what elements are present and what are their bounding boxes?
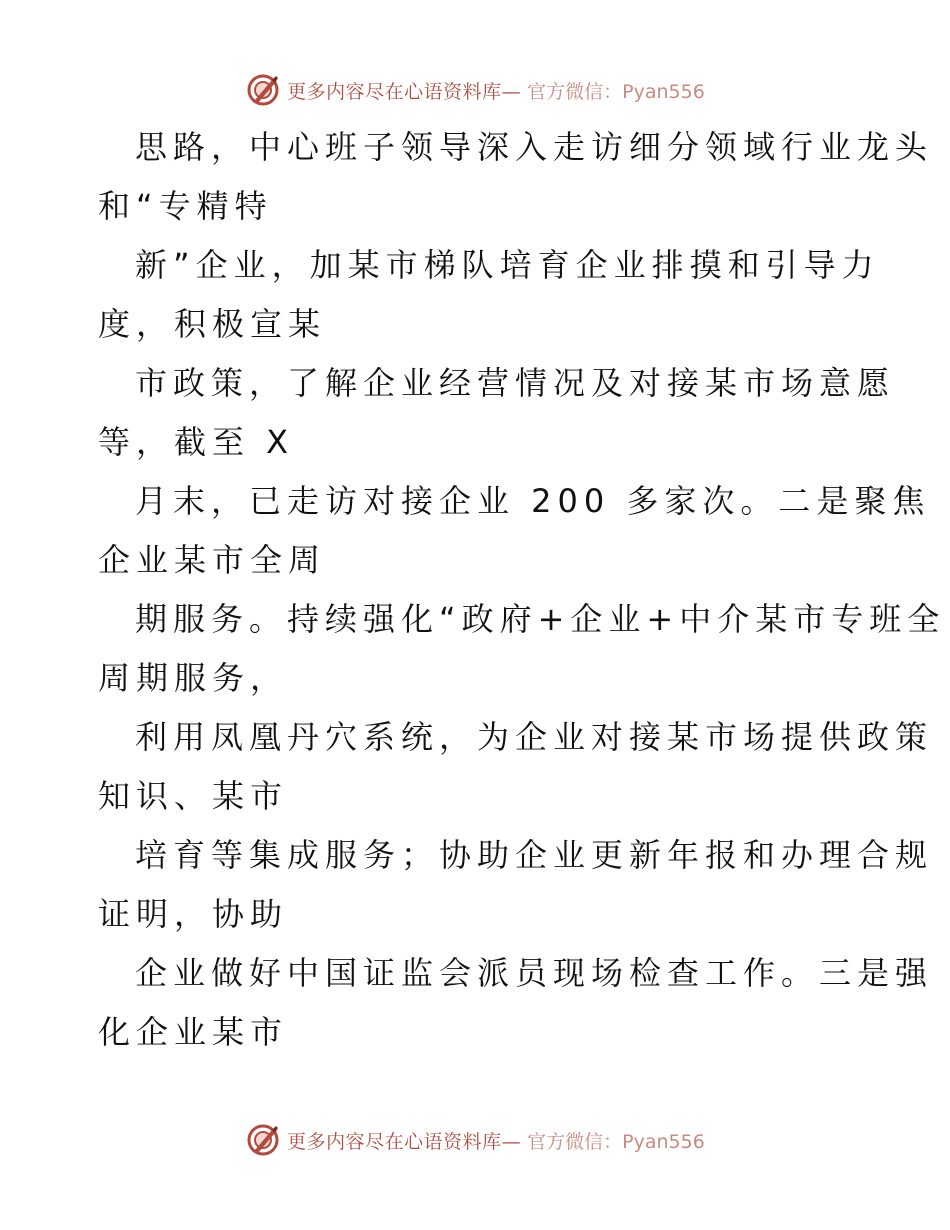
text-line: 市政策，了解企业经营情况及对接某市场意愿 [135, 364, 896, 402]
text-line: 度，积极宣某 [98, 305, 327, 343]
text-line: 企业做好中国证监会派员现场检查工作。三是强 [135, 954, 934, 992]
text-line: 利用凤凰丹穴系统，为企业对接某市场提供政策 [135, 718, 934, 756]
text-line: 等，截至 X [98, 423, 295, 461]
text-line: 和“专精特 [98, 187, 273, 225]
banner-contact: 官方微信：Pyan556 [527, 1130, 705, 1153]
text-line: 期服务。持续强化“政府+企业+中介某市专班全 [135, 600, 946, 638]
brand-logo-icon [245, 72, 281, 108]
banner-contact: 官方微信：Pyan556 [527, 80, 705, 103]
header-banner-inner [245, 72, 705, 108]
brand-logo-icon [245, 1122, 281, 1158]
footer-watermark-banner [0, 1120, 950, 1160]
text-line: 思路，中心班子领导深入走访细分领域行业龙头 [135, 128, 934, 166]
banner-text: 更多内容尽在心语资料库— [287, 1130, 522, 1153]
banner-text: 更多内容尽在心语资料库— [287, 80, 522, 103]
document-body [98, 118, 946, 1062]
text-line: 化企业某市 [98, 1013, 289, 1051]
text-line: 新”企业，加某市梯队培育企业排摸和引导力 [135, 246, 880, 284]
text-line: 证明，协助 [98, 895, 289, 933]
text-line: 企业某市全周 [98, 541, 327, 579]
text-line: 知识、某市 [98, 777, 289, 815]
footer-banner-inner [245, 1122, 705, 1158]
text-line: 周期服务， [98, 659, 289, 697]
text-line: 培育等集成服务；协助企业更新年报和办理合规 [135, 836, 934, 874]
text-line: 月末，已走访对接企业 200 多家次。二是聚焦 [135, 482, 931, 520]
header-watermark-banner [0, 70, 950, 110]
